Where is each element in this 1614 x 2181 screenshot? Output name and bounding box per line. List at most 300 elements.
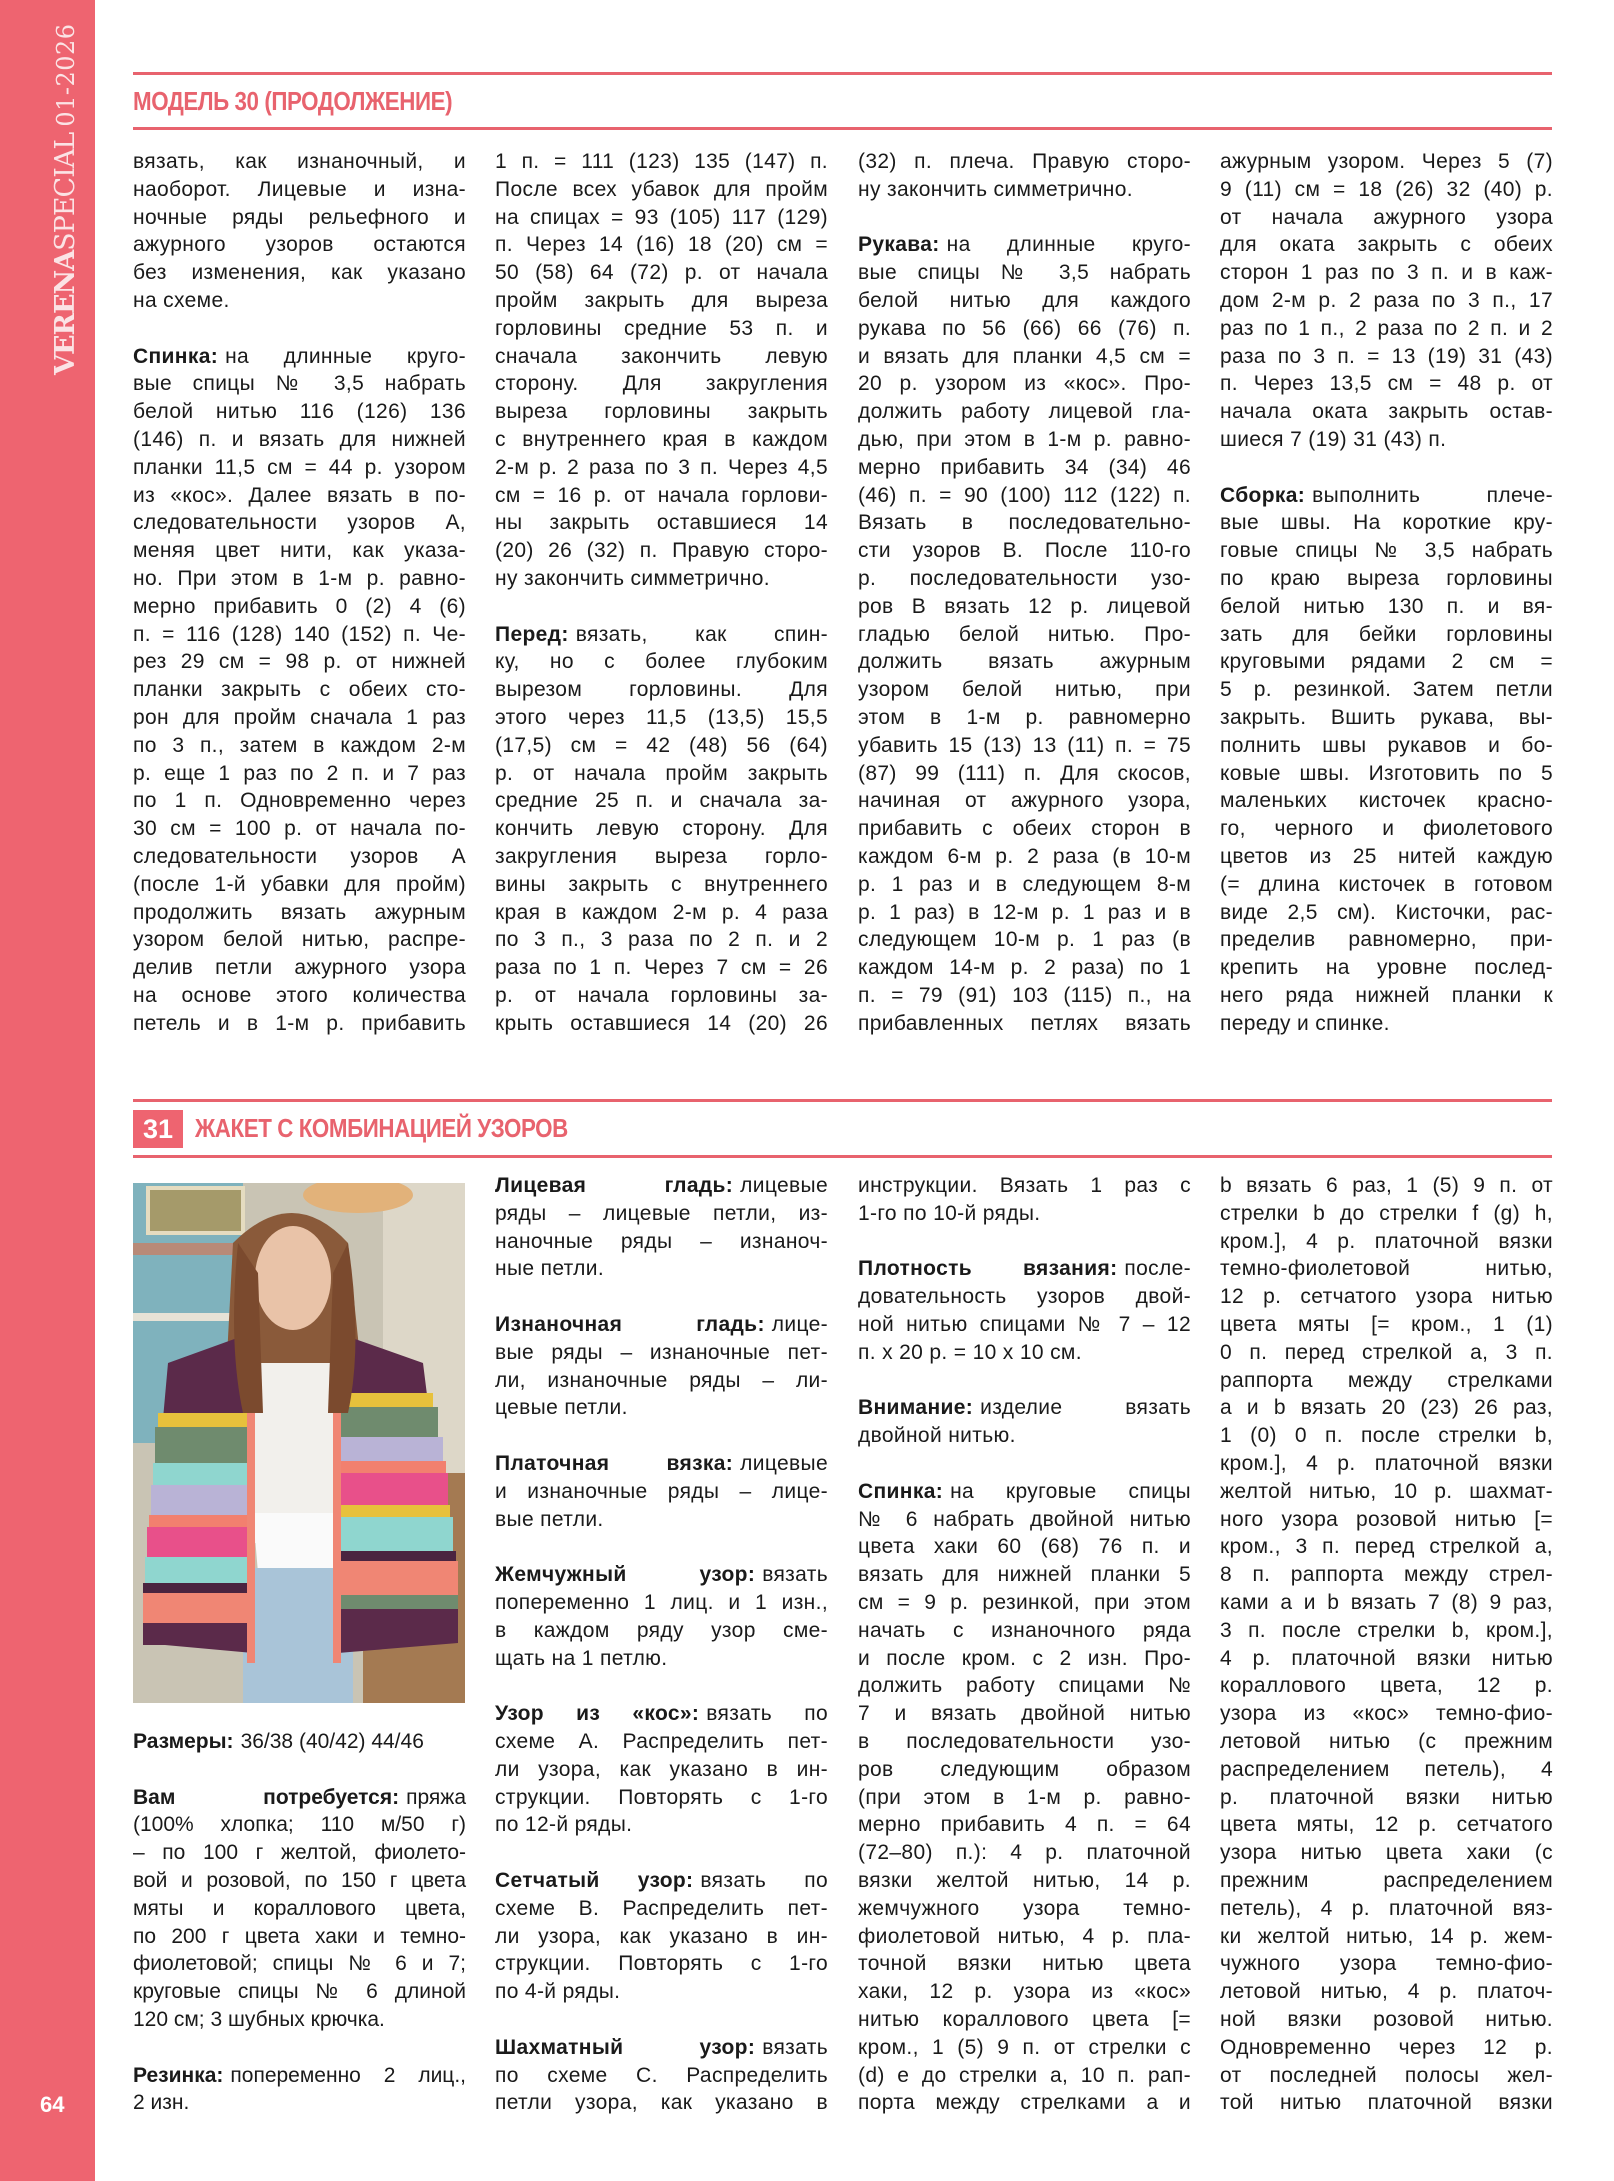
text-line <box>858 1339 1191 1367</box>
line-text: 1-го по 10-й ряды. <box>858 1201 1041 1225</box>
line-text: летовой нитью (с прежним <box>1220 1729 1553 1753</box>
line-text: 3 п. после стрелки b, кром.], <box>1220 1618 1553 1642</box>
line-text: вязать, как изнаночный, и <box>133 150 466 173</box>
text-line <box>495 1867 828 1895</box>
text-line <box>858 287 1191 315</box>
line-text: следовательности узоров А, <box>133 511 466 535</box>
text-line <box>133 148 466 176</box>
text-line <box>495 760 828 788</box>
text-line <box>858 815 1191 843</box>
line-text: жемчужного узора темно- <box>858 1896 1191 1920</box>
line-text: лицевые <box>740 1174 828 1197</box>
line-text: от начала ажурного узора <box>1220 205 1553 229</box>
paragraph <box>1220 482 1553 1038</box>
line-text: по 12-й ряды. <box>495 1813 633 1837</box>
text-line <box>1220 954 1553 982</box>
text-line <box>1220 537 1553 565</box>
text-line <box>1220 1339 1553 1367</box>
text-line <box>495 1728 828 1756</box>
line-text: говые спицы № 3,5 набрать <box>1220 539 1553 563</box>
line-text: ну закончить симметрично. <box>858 177 1133 201</box>
text-line <box>858 1010 1191 1038</box>
text-line <box>133 648 466 676</box>
text-line <box>1220 482 1553 510</box>
line-text: наночные ряды – изнаноч- <box>495 1229 828 1253</box>
magazine-masthead <box>46 23 90 375</box>
line-text: закругления выреза горло- <box>495 844 828 868</box>
line-text: на круговые спицы <box>950 1479 1191 1503</box>
line-text: схеме В. Распределить пет- <box>495 1896 828 1920</box>
line-text: 2-м р. 2 раза по 3 п. Через 4,5 <box>495 455 828 479</box>
text-line <box>133 1811 466 1839</box>
line-text: гладью белой нитью. Про- <box>858 622 1191 646</box>
paragraph-heading: Вам потребуется: <box>133 1785 400 1809</box>
text-line <box>1220 815 1553 843</box>
line-text: 8 п. раппорта между стрел- <box>1220 1563 1553 1587</box>
line-text: пряжа <box>406 1785 466 1809</box>
text-line <box>1220 1010 1553 1038</box>
text-line <box>495 454 828 482</box>
text-line <box>1220 982 1553 1010</box>
paragraph-heading: Изнаночная гладь: <box>495 1312 765 1336</box>
line-text: попеременно 1 лиц. и 1 изн., <box>495 1590 828 1614</box>
line-text: должить работу лицевой гла- <box>858 400 1191 424</box>
text-line <box>495 231 828 259</box>
line-text: попеременно 2 лиц., <box>230 2063 466 2087</box>
paragraph <box>133 148 466 315</box>
text-line <box>1220 509 1553 537</box>
model-photo-illustration <box>133 1183 465 1703</box>
line-text: каждом 14-м р. 2 раза) по 1 <box>858 956 1191 980</box>
line-text: по 3 п., 3 раза по 2 п. и 2 <box>495 928 828 952</box>
line-text: пределив равномерно, при- <box>1220 928 1553 952</box>
text-line <box>1220 1811 1553 1839</box>
text-line <box>858 1617 1191 1645</box>
line-text: ковые швы. Изготовить по 5 <box>1220 761 1553 785</box>
text-line <box>495 1784 828 1812</box>
line-text: шиеся 7 (19) 31 (43) п. <box>1220 427 1447 451</box>
text-line <box>495 565 828 593</box>
issue-number: 01-2026 <box>52 23 80 127</box>
text-line <box>495 287 828 315</box>
text-line <box>1220 1450 1553 1478</box>
paragraph <box>495 1450 828 1533</box>
line-text: средние 25 п. и сначала за- <box>495 789 828 813</box>
line-text: круговые спицы № 6 длиной <box>133 1980 466 2004</box>
line-text: ряды – лицевые петли, из- <box>495 1201 828 1225</box>
line-text: пройм закрыть для выреза <box>495 288 828 312</box>
text-line <box>495 482 828 510</box>
line-text: раз по 1 п., 2 раза по 2 п. и 2 <box>1220 316 1553 340</box>
line-text: и после кром. с 2 изн. Про- <box>858 1646 1191 1670</box>
text-line <box>858 1255 1191 1283</box>
paragraph-heading: Узор из «кос»: <box>495 1702 700 1726</box>
line-text: выреза горловины закрыть <box>495 400 828 424</box>
text-line <box>495 509 828 537</box>
line-text: 120 см; 3 шубных крючка. <box>133 2007 385 2031</box>
text-line <box>858 1533 1191 1561</box>
line-text: 4 р. платочной вязки нитью <box>1220 1646 1553 1670</box>
line-text: п. Через 13,5 см = 48 р. от <box>1220 372 1553 396</box>
magazine-name-bold: VERENA <box>50 250 81 375</box>
text-line <box>495 1200 828 1228</box>
line-text: закрыть. Вшить рукава, вы- <box>1220 705 1553 729</box>
text-line <box>1220 676 1553 704</box>
line-text: следующем 10-м р. 1 раз (в <box>858 928 1191 952</box>
text-line <box>1220 2089 1553 2117</box>
line-text: нитью кораллового цвета [= <box>858 2007 1191 2031</box>
line-text: (17,5) см = 42 (48) 56 (64) <box>495 733 828 757</box>
line-text: желтой нитью, 10 р. шахмат- <box>1220 1479 1553 1503</box>
sidebar-band <box>0 0 95 2181</box>
text-line <box>858 1561 1191 1589</box>
bottom-column-1 <box>133 1728 466 2145</box>
text-line <box>858 2006 1191 2034</box>
text-line <box>1220 1255 1553 1283</box>
text-line <box>1220 1839 1553 1867</box>
line-text: убавить 15 (13) 13 (11) п. = 75 <box>858 733 1191 757</box>
text-line <box>1220 1172 1553 1200</box>
text-line <box>495 1394 828 1422</box>
line-text: п. Через 14 (16) 18 (20) см = <box>495 233 828 257</box>
line-text: точной вязки нитью цвета <box>858 1952 1191 1976</box>
text-line <box>1220 1895 1553 1923</box>
text-line <box>1220 648 1553 676</box>
text-line <box>858 148 1191 176</box>
line-text: вязать <box>762 1563 828 1587</box>
line-text: дью, при этом в 1-м р. равно- <box>858 427 1191 451</box>
text-line <box>133 871 466 899</box>
line-text: вязки желтой нитью, 14 р. <box>858 1868 1191 1892</box>
text-line <box>133 1950 466 1978</box>
paragraph-heading: Жемчужный узор: <box>495 1563 756 1587</box>
line-text: мерно прибавить 0 (2) 4 (6) <box>133 594 466 618</box>
text-line <box>495 1172 828 1200</box>
line-text: дом 2-м р. 2 раза по 3 п., 17 <box>1220 288 1553 312</box>
section-title-model-31: ЖАКЕТ С КОМБИНАЦИЕЙ УЗОРОВ <box>195 1113 568 1143</box>
text-line <box>133 926 466 954</box>
line-text: ров В вязать 12 р. лицевой <box>858 594 1191 618</box>
line-text: чужного узора темно-фио- <box>1220 1952 1553 1976</box>
text-line <box>858 982 1191 1010</box>
text-line <box>1220 1728 1553 1756</box>
text-line <box>495 1010 828 1038</box>
paragraph <box>1220 1172 1553 2117</box>
text-line <box>495 871 828 899</box>
magazine-name-light: SPECIAL <box>50 132 81 251</box>
line-text: по краю выреза горловины <box>1220 566 1553 590</box>
text-line <box>495 2034 828 2062</box>
text-line <box>1220 1311 1553 1339</box>
text-line <box>858 370 1191 398</box>
paragraph-heading: Спинка: <box>133 344 219 368</box>
line-text: должить вязать ажурным <box>858 650 1191 674</box>
text-line <box>495 2089 828 2117</box>
paragraph <box>858 148 1191 204</box>
paragraph <box>858 1394 1191 1450</box>
line-text: должить работу спицами № <box>858 1674 1191 1698</box>
line-text: начала оката закрыть остав- <box>1220 400 1553 424</box>
top-column-3 <box>858 148 1191 1065</box>
text-line <box>1220 1533 1553 1561</box>
line-text: на основе этого количества <box>133 983 466 1007</box>
line-text: узора из «кос» темно-фио- <box>1220 1702 1553 1726</box>
line-text: вые спицы № 3,5 набрать <box>858 261 1191 285</box>
line-text: сначала закончить левую <box>495 344 828 368</box>
text-line <box>133 509 466 537</box>
text-line <box>1220 843 1553 871</box>
line-text: струкции. Повторять с 1-го <box>495 1952 828 1976</box>
text-line <box>133 426 466 454</box>
text-line <box>1220 176 1553 204</box>
text-line <box>495 1255 828 1283</box>
text-line <box>1220 287 1553 315</box>
paragraph <box>858 1478 1191 2117</box>
text-line <box>133 398 466 426</box>
line-text: 9 (11) см = 18 (26) 32 (40) р. <box>1220 177 1553 201</box>
section-rule <box>133 72 1552 75</box>
page-number: 64 <box>40 2092 65 2117</box>
text-line <box>495 259 828 287</box>
paragraph <box>495 1311 828 1422</box>
line-text: цвета хаки 60 (68) 76 п. и <box>858 1535 1191 1559</box>
line-text: сти узоров В. После 110-го <box>858 539 1191 563</box>
line-text: лицевые <box>740 1451 828 1475</box>
text-line <box>1220 370 1553 398</box>
line-text: довательность узоров двой- <box>858 1285 1191 1309</box>
text-line <box>1220 1228 1553 1256</box>
text-line <box>858 2062 1191 2090</box>
line-text: раза по 3 п. = 13 (19) 31 (43) <box>1220 344 1553 368</box>
text-line <box>495 1367 828 1395</box>
line-text: петель), 4 р. платочной вяз- <box>1220 1896 1553 1920</box>
text-line <box>1220 426 1553 454</box>
text-line <box>495 1478 828 1506</box>
line-text: р. 1 раз и в следующем 8-м <box>858 872 1191 896</box>
text-line <box>858 482 1191 510</box>
text-line <box>495 1506 828 1534</box>
text-line <box>495 787 828 815</box>
text-line <box>495 426 828 454</box>
line-text: ну закончить симметрично. <box>495 566 770 590</box>
text-line <box>495 1311 828 1339</box>
line-text: белой нитью 130 п. и вя- <box>1220 594 1553 618</box>
paragraph-heading: Лицевая гладь: <box>495 1174 734 1197</box>
line-text: р. последовательности узо- <box>858 566 1191 590</box>
line-text: этого через 11,5 (13,5) 15,5 <box>495 705 828 729</box>
text-line <box>1220 1978 1553 2006</box>
line-text: схеме А. Распределить пет- <box>495 1729 828 1753</box>
line-text: цевые петли. <box>495 1396 628 1420</box>
line-text: каждом 6-м р. 2 раза (в 10-м <box>858 844 1191 868</box>
text-line <box>858 1867 1191 1895</box>
text-line <box>1220 565 1553 593</box>
paragraph <box>133 1728 466 1756</box>
text-line <box>495 537 828 565</box>
text-line <box>858 787 1191 815</box>
paragraph-heading: Перед: <box>495 622 569 646</box>
line-text: вязать <box>762 2035 828 2059</box>
text-line <box>858 343 1191 371</box>
paragraph <box>858 1255 1191 1366</box>
paragraph <box>858 1172 1191 1228</box>
line-text: крыть оставшиеся 14 (20) 26 <box>495 1011 828 1035</box>
text-line <box>1220 787 1553 815</box>
line-text: планки закрыть с обеих сто- <box>133 678 466 702</box>
line-text: 1 п. = 111 (123) 135 (147) п. <box>495 150 828 173</box>
text-line <box>133 287 466 315</box>
text-line <box>858 1756 1191 1784</box>
text-line <box>1220 343 1553 371</box>
line-text: на схеме. <box>133 288 230 312</box>
text-line <box>1220 732 1553 760</box>
line-text: (32) п. плеча. Правую сторо- <box>858 150 1191 173</box>
text-line <box>495 1895 828 1923</box>
text-line <box>495 1923 828 1951</box>
line-text: без изменения, как указано <box>133 261 466 285</box>
line-text: от последней полосы жел- <box>1220 2063 1553 2087</box>
line-text: 36/38 (40/42) 44/46 <box>240 1730 424 1753</box>
text-line <box>858 1728 1191 1756</box>
text-line <box>1220 871 1553 899</box>
line-text: 12 р. сетчатого узора нитью <box>1220 1285 1553 1309</box>
text-line <box>1220 2062 1553 2090</box>
line-text: ного узора розовой нитью [= <box>1220 1507 1553 1531</box>
line-text: струкции. Повторять с 1-го <box>495 1785 828 1809</box>
section-rule <box>133 127 1552 130</box>
paragraph <box>133 1784 466 2034</box>
text-line <box>858 704 1191 732</box>
text-line <box>133 1010 466 1038</box>
line-text: р. еще 1 раз по 2 п. и 7 раз <box>133 761 466 785</box>
paragraph-heading: Внимание: <box>858 1396 974 1420</box>
line-text: (100% хлопка; 110 м/50 г) <box>133 1813 466 1837</box>
text-line <box>495 204 828 232</box>
line-text: щать на 1 петлю. <box>495 1646 668 1670</box>
line-text: Одновременно через 12 р. <box>1220 2035 1553 2059</box>
line-text: с внутреннего края в каждом <box>495 427 828 451</box>
text-line <box>133 787 466 815</box>
line-text: кром., 3 п. перед стрелкой а, <box>1220 1535 1553 1559</box>
line-text: начиная от ажурного узора, <box>858 789 1191 813</box>
text-line <box>1220 1422 1553 1450</box>
text-line <box>495 1617 828 1645</box>
paragraph <box>133 343 466 1038</box>
line-text: инструкции. Вязать 1 раз с <box>858 1174 1191 1197</box>
bottom-column-2 <box>495 1172 828 2145</box>
line-text: той нитью платочной вязки <box>1220 2091 1553 2115</box>
text-line <box>133 482 466 510</box>
line-text: ной нитью спицами № 7 – 12 <box>858 1312 1191 1336</box>
paragraph <box>495 148 828 593</box>
line-text: стрелки b до стрелки f (g) h, <box>1220 1201 1553 1225</box>
paragraph-heading: Сборка: <box>1220 483 1306 507</box>
line-text: ажурного узоров остаются <box>133 233 466 257</box>
line-text: но. При этом в 1-м р. равно- <box>133 566 466 590</box>
line-text: цветов из 25 нитей каждую <box>1220 844 1553 868</box>
text-line <box>495 2062 828 2090</box>
line-text: (87) 99 (111) п. Для скосов, <box>858 761 1191 785</box>
line-text: ны закрыть оставшиеся 14 <box>495 511 828 535</box>
paragraph <box>1220 148 1553 454</box>
text-line <box>133 760 466 788</box>
text-line <box>495 621 828 649</box>
line-text: ками а и b вязать 7 (8) 9 раз, <box>1220 1590 1553 1614</box>
bottom-column-4 <box>1220 1172 1553 2145</box>
text-line <box>858 1283 1191 1311</box>
line-text: (после 1-й убавки для пройм) <box>133 872 466 896</box>
line-text: сторон 1 раз по 3 п. и в каж- <box>1220 261 1553 285</box>
line-text: на спицах = 93 (105) 117 (129) <box>495 205 828 229</box>
text-line <box>1220 899 1553 927</box>
text-line <box>1220 259 1553 287</box>
text-line <box>858 1950 1191 1978</box>
line-text: по 200 г цвета хаки и темно- <box>133 1924 466 1948</box>
top-column-4 <box>1220 148 1553 1065</box>
line-text: этом в 1-м р. равномерно <box>858 705 1191 729</box>
text-line <box>858 2089 1191 2117</box>
text-line <box>133 704 466 732</box>
paragraph <box>858 231 1191 1037</box>
line-text: крепить на уровне послед- <box>1220 956 1553 980</box>
text-line <box>1220 1923 1553 1951</box>
text-line <box>495 1645 828 1673</box>
text-line <box>1220 2034 1553 2062</box>
line-text: вые швы. На короткие кру- <box>1220 511 1553 535</box>
line-text: и вязать для планки 4,5 см = <box>858 344 1191 368</box>
line-text: мяты и кораллового цвета, <box>133 1896 466 1920</box>
text-line <box>858 1172 1191 1200</box>
line-text: лице- <box>771 1312 828 1336</box>
text-line <box>858 1506 1191 1534</box>
line-text: кром.], 4 р. платочной вязки <box>1220 1229 1553 1253</box>
line-text: b вязать 6 раз, 1 (5) 9 п. от <box>1220 1174 1553 1197</box>
text-line <box>133 954 466 982</box>
line-text: петель и в 1-м р. прибавить <box>133 1011 466 1035</box>
text-line <box>1220 204 1553 232</box>
text-line <box>133 815 466 843</box>
text-line <box>1220 1561 1553 1589</box>
line-text: маленьких кисточек красно- <box>1220 789 1553 813</box>
paragraph <box>495 1561 828 1672</box>
text-line <box>858 315 1191 343</box>
line-text: горловины средние 53 п. и <box>495 316 828 340</box>
line-text: по 3 п., затем в каждом 2-м <box>133 733 466 757</box>
text-line <box>133 982 466 1010</box>
text-line <box>1220 621 1553 649</box>
line-text: темно-фиолетовой нитью, <box>1220 1257 1553 1281</box>
text-line <box>1220 1784 1553 1812</box>
line-text: а и b вязать 20 (23) 26 раз, <box>1220 1396 1553 1420</box>
line-text: вязать по <box>700 1868 828 1892</box>
text-line <box>1220 1950 1553 1978</box>
line-text: вые спицы № 3,5 набрать <box>133 372 466 396</box>
line-text: края в каждом 2-м р. 4 раза <box>495 900 828 924</box>
line-text: р. платочной вязки нитью <box>1220 1785 1553 1809</box>
text-line <box>1220 1617 1553 1645</box>
line-text: планки 11,5 см = 44 р. узором <box>133 455 466 479</box>
line-text: (72–80) п.): 4 р. платочной <box>858 1841 1191 1865</box>
line-text: вой и розовой, по 150 г цвета <box>133 1868 466 1892</box>
line-text: прежним распределением <box>1220 1868 1553 1892</box>
text-line <box>858 954 1191 982</box>
text-line <box>133 1867 466 1895</box>
line-text: узором белой нитью, при <box>858 678 1191 702</box>
text-line <box>858 843 1191 871</box>
line-text: переду и спинке. <box>1220 1011 1390 1035</box>
line-text: продолжить вязать ажурным <box>133 900 466 924</box>
text-line <box>858 1478 1191 1506</box>
